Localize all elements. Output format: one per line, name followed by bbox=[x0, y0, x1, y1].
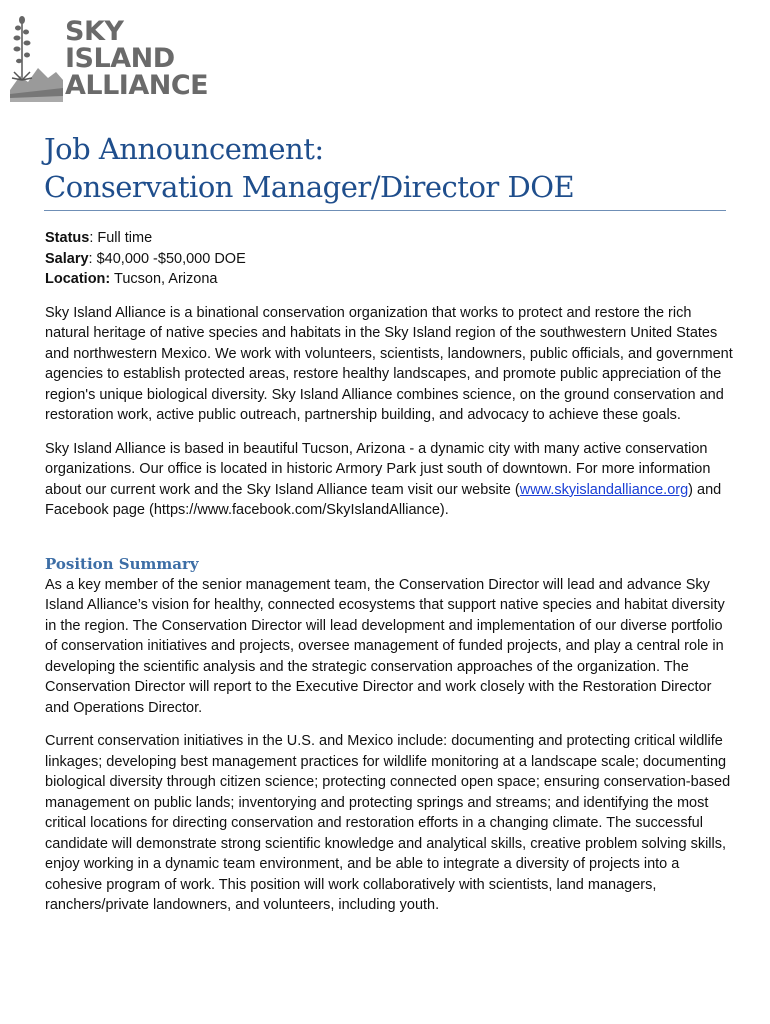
document-body bbox=[45, 228, 735, 916]
status-label: Status bbox=[45, 230, 90, 246]
status-line bbox=[45, 228, 735, 249]
position-summary-heading: Position Summary bbox=[45, 554, 199, 573]
salary-value: : $40,000 -$50,000 DOE bbox=[88, 250, 246, 267]
sky-island-landscape-icon bbox=[8, 10, 64, 105]
title-line-2: Conservation Manager/Director DOE bbox=[44, 170, 575, 204]
intro-paragraph-2-start: Sky Island Alliance is based in beautiful Tucson, Arizona - a dynamic city with many active conservation organizations. Our office is located in historic Armory Park just south of downtown. For more information about our current work and the Sky Island Alliance team visit our website ( bbox=[45, 440, 711, 498]
organization-logo bbox=[8, 10, 209, 105]
status-value: : Full time bbox=[89, 230, 153, 246]
title-divider bbox=[44, 210, 726, 211]
title-line-1: Job Announcement: bbox=[44, 132, 324, 166]
website-link[interactable]: www.skyislandalliance.org bbox=[519, 481, 689, 498]
logo-line-3: ALLIANCE bbox=[65, 70, 209, 101]
intro-paragraph-2-end: ) and Facebook page (https://www.facebook.com/SkyIslandAlliance). bbox=[45, 481, 722, 518]
salary-label: Salary bbox=[45, 250, 89, 267]
intro-paragraph-2 bbox=[45, 439, 735, 521]
position-summary-paragraph-2: Current conservation initiatives in the U.S. and Mexico include: documenting and protecting critical wildlife linkages; developing best management practices for wildlife monitoring at a landscape scale; documenting biological diversity through citizen science; protecting connected open space; ensuring conservation-based management on public lands; inventorying and protecting springs and streams; and identifying the most critical locations for directing conservation and restoration efforts in a changing climate. The successful candidate will demonstrate strong scientific knowledge and analytical skills, creative problem solving skills, enjoy working in a dynamic team environment, and be able to integrate a diversity of projects into a cohesive program of work. This position will work collaboratively with scientists, land managers, ranchers/private landowners, and volunteers, including youth. bbox=[45, 733, 731, 913]
position-summary-paragraph-1: As a key member of the senior management team, the Conservation Director will lead and advance Sky Island Alliance’s vision for healthy, connected ecosystems that support native species and habitat diversity in the region. The Conservation Director will lead development and implementation of our diverse portfolio of conservation initiatives and projects, oversee management of funded projects, and play a central role in developing the scientific analysis and the strategic conservation approaches of the organization. The Conservation Director will report to the Executive Director and work closely with the Restoration Director and Operations Director. bbox=[45, 576, 725, 716]
location-line bbox=[45, 269, 735, 290]
salary-line bbox=[45, 249, 735, 270]
intro-paragraph-1: Sky Island Alliance is a binational conservation organization that works to protect and restore the rich natural heritage of native species and habitats in the Sky Island region of the southwestern United States and northwestern Mexico. We work with volunteers, scientists, landowners, public officials, and government agencies to establish protected areas, restore healthy landscapes, and promote public appreciation of the region's unique biological diversity. Sky Island Alliance combines science, on the ground conservation and restoration work, active public outreach, partnership building, and advocacy to achieve these goals. bbox=[45, 304, 733, 423]
location-label: Location: bbox=[45, 271, 111, 287]
page-title bbox=[44, 130, 734, 206]
location-value: Tucson, Arizona bbox=[110, 271, 218, 287]
logo-wordmark bbox=[65, 18, 208, 99]
logo-line-2: ISLAND bbox=[65, 43, 175, 74]
logo-line-1: SKY bbox=[65, 16, 124, 47]
